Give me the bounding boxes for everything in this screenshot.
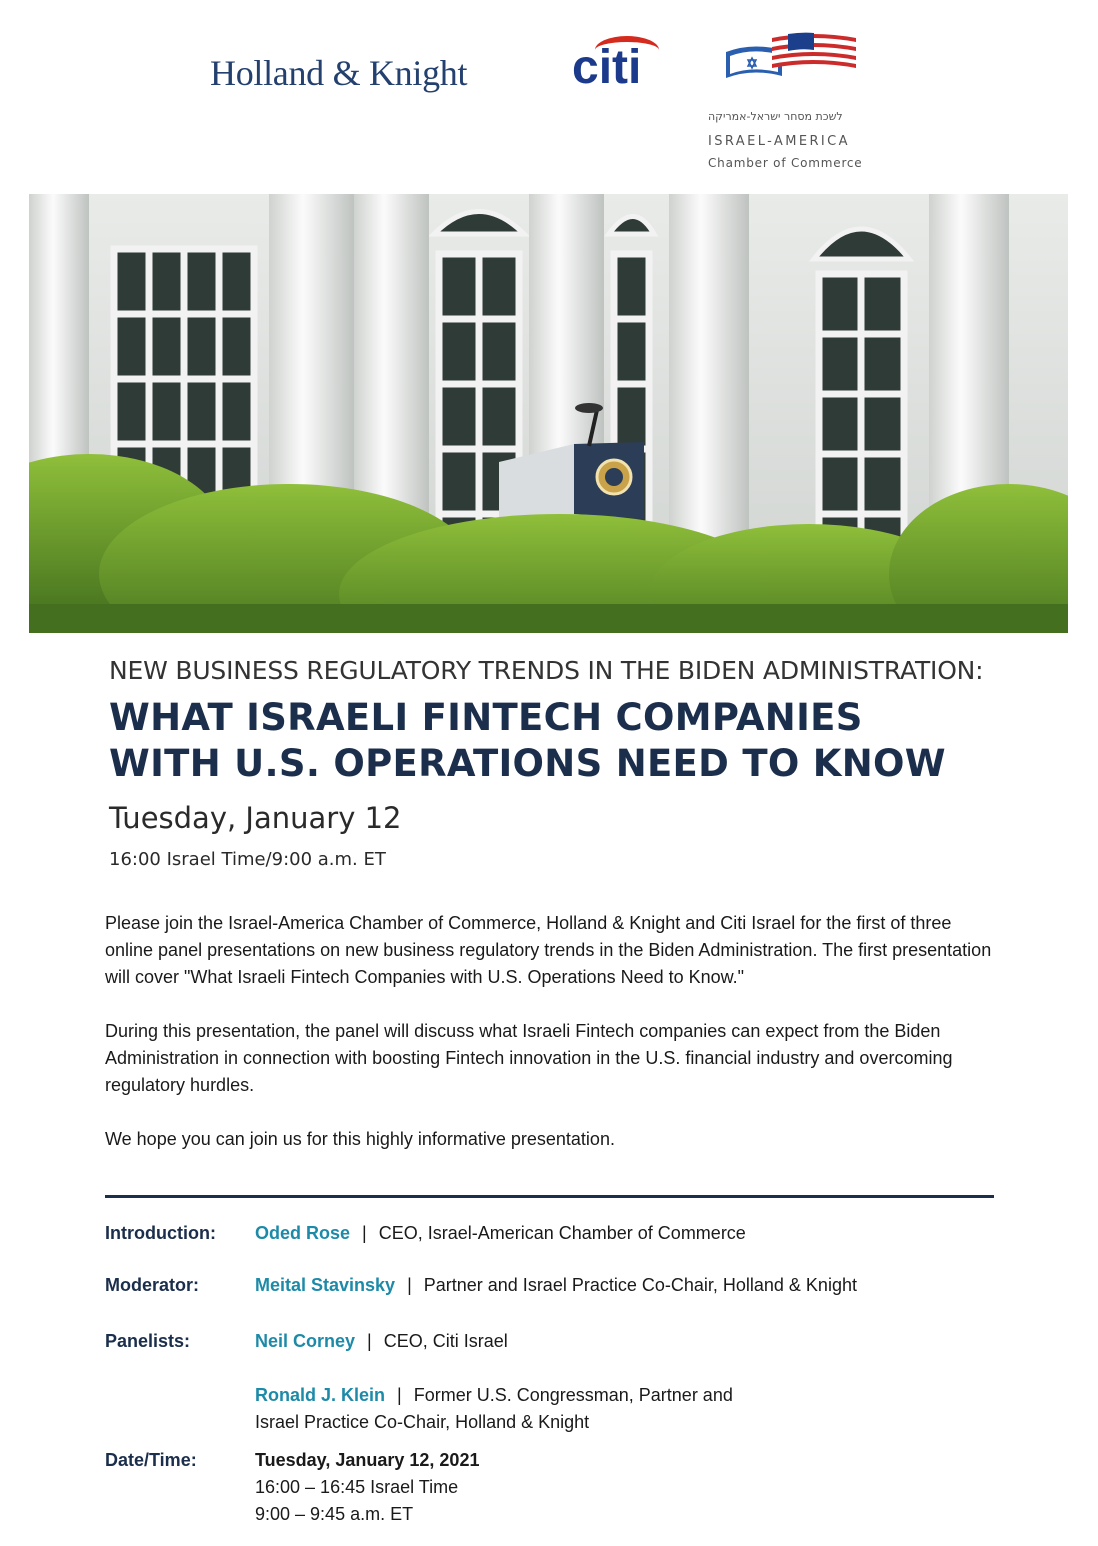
body-paragraph-2: During this presentation, the panel will discuss what Israeli Fintech companies can expect from the Biden Administration in connection with boosting Fintech innovation in the U.S. financial industry and overcoming regulatory hurdles. — [105, 1021, 953, 1095]
separator: | — [407, 1275, 412, 1295]
event-date: Tuesday, January 12 — [109, 801, 402, 835]
iacc-hebrew-name: לשכת מסחר ישראל-אמריקה — [708, 110, 843, 123]
speaker-name: Oded Rose — [255, 1223, 351, 1243]
speaker-role: CEO, Israel-American Chamber of Commerce — [378, 1223, 746, 1243]
hero-image — [29, 194, 1068, 633]
panelist-2-value — [255, 1382, 1015, 1436]
iacc-name-line2: Chamber of Commerce — [708, 156, 863, 170]
holland-knight-logo: Holland & Knight — [210, 53, 468, 93]
introduction-value — [255, 1220, 1015, 1247]
panelists-label: Panelists: — [105, 1331, 191, 1351]
citi-logo-text: citi — [572, 41, 642, 94]
separator: | — [397, 1385, 402, 1405]
datetime-et: 9:00 – 9:45 a.m. ET — [255, 1504, 414, 1524]
datetime-date: Tuesday, January 12, 2021 — [255, 1450, 480, 1470]
speaker-name: Meital Stavinsky — [255, 1275, 396, 1295]
event-title-block — [109, 656, 983, 870]
citi-arc-icon — [595, 36, 659, 64]
super-title: NEW BUSINESS REGULATORY TRENDS IN THE BIDEN ADMINISTRATION: — [109, 656, 984, 685]
datetime-israel: 16:00 – 16:45 Israel Time — [255, 1477, 459, 1497]
datetime-value — [255, 1447, 1015, 1528]
separator: | — [362, 1223, 367, 1243]
panelist-1-value — [255, 1328, 1015, 1355]
body-paragraph-1: Please join the Israel-America Chamber of Commerce, Holland & Knight and Citi Israel for the first of three online panel presentations on new business regulatory trends in the Biden Administration. The first presentation will cover "What Israeli Fintech Companies with U.S. Operations Need to Know." — [105, 913, 992, 987]
divider-rule — [105, 1195, 994, 1198]
body-paragraph-3: We hope you can join us for this highly informative presentation. — [105, 1129, 615, 1149]
speaker-name: Neil Corney — [255, 1331, 356, 1351]
speaker-role: Partner and Israel Practice Co-Chair, Holland & Knight — [423, 1275, 857, 1295]
citi-logo — [572, 40, 641, 95]
separator: | — [367, 1331, 372, 1351]
white-house-podium-illustration — [29, 194, 1068, 633]
israel-us-flags-icon — [722, 30, 862, 88]
moderator-value — [255, 1272, 1015, 1299]
moderator-label: Moderator: — [105, 1275, 199, 1295]
speaker-role: CEO, Citi Israel — [383, 1331, 508, 1351]
main-title-line2: WITH U.S. OPERATIONS NEED TO KNOW — [109, 742, 946, 785]
speaker-role-line1: Former U.S. Congressman, Partner and — [413, 1385, 733, 1405]
invitation-body — [105, 910, 995, 1180]
iacc-name-line1: ISRAEL-AMERICA — [708, 134, 850, 149]
introduction-label: Introduction: — [105, 1223, 216, 1243]
main-title — [109, 695, 983, 787]
speaker-name: Ronald J. Klein — [255, 1385, 386, 1405]
event-time: 16:00 Israel Time/9:00 a.m. ET — [109, 849, 386, 870]
speaker-role-line2: Israel Practice Co-Chair, Holland & Knight — [255, 1412, 590, 1432]
datetime-label: Date/Time: — [105, 1450, 197, 1470]
main-title-line1: WHAT ISRAELI FINTECH COMPANIES — [109, 696, 863, 739]
